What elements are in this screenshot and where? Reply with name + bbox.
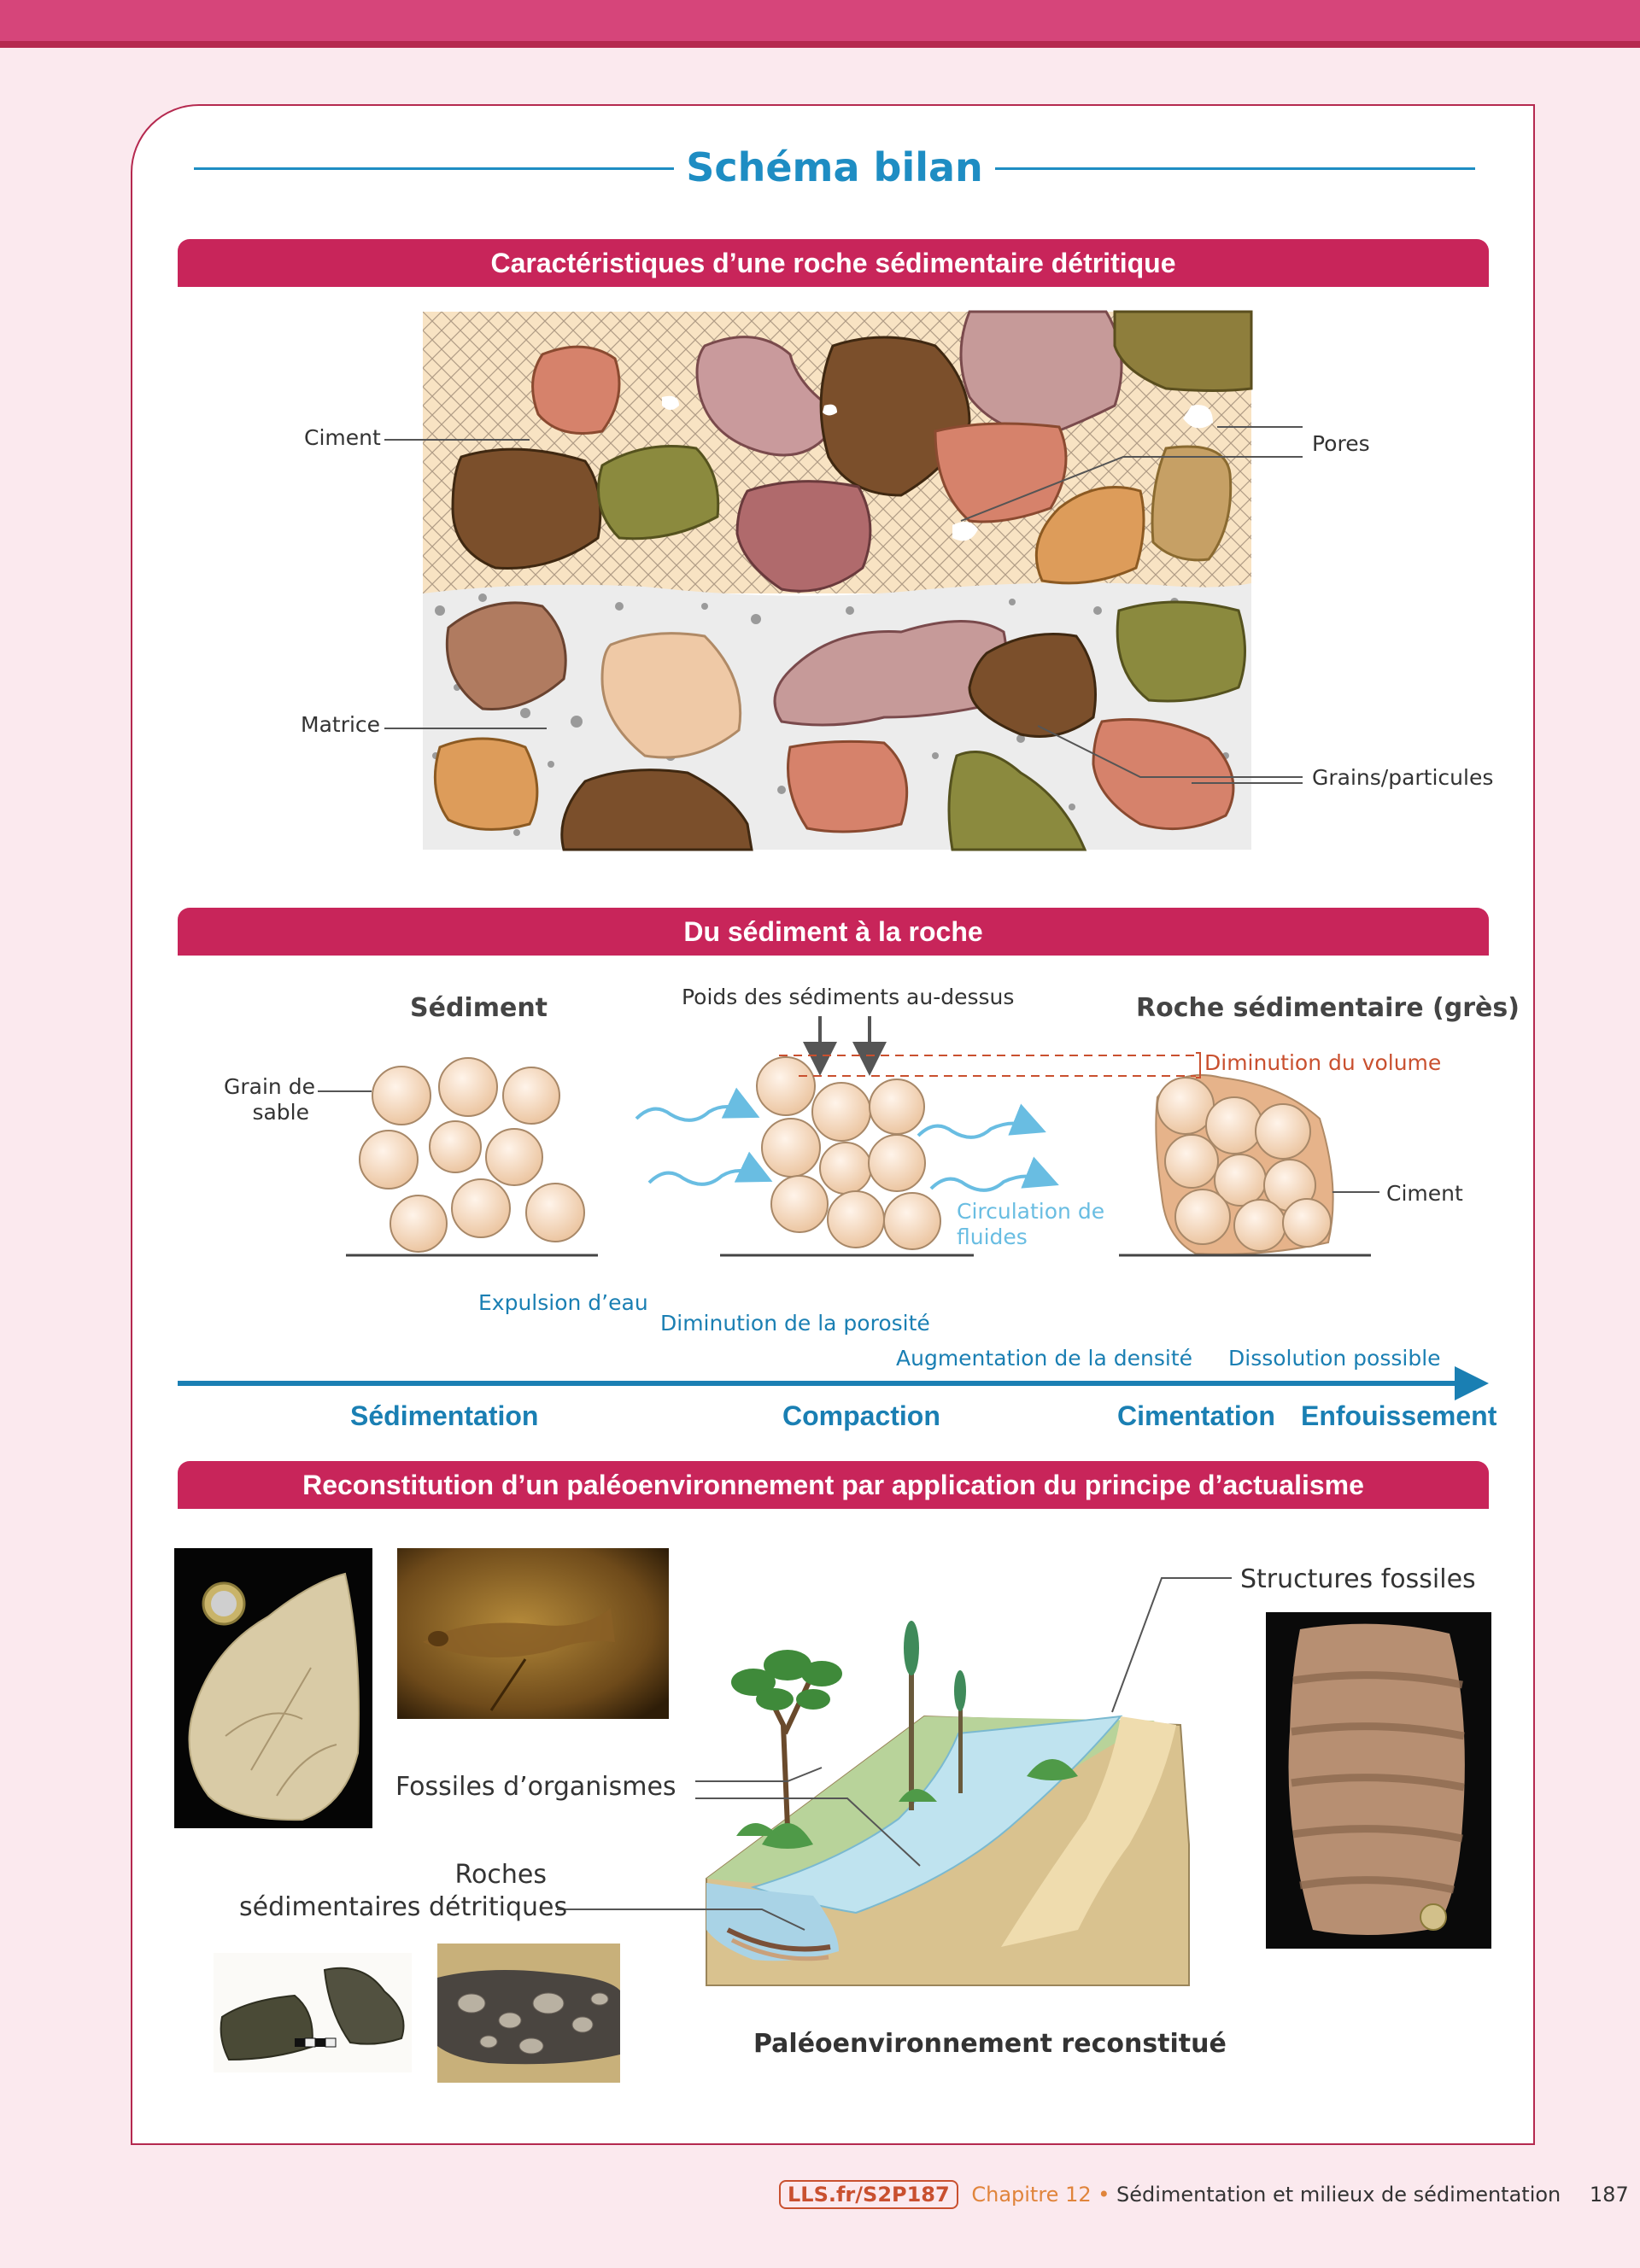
scale-bar xyxy=(295,2038,336,2047)
label-matrice: Matrice xyxy=(301,712,381,737)
diagram-caption: Paléoenvironnement reconstitué xyxy=(753,2029,1227,2059)
photo-fish-fossil xyxy=(397,1548,669,1719)
label-grains: Grains/particules xyxy=(1312,765,1494,790)
process-densite: Augmentation de la densité xyxy=(896,1346,1193,1371)
photo-ripple-sandstone xyxy=(1266,1612,1491,1949)
sediment-grains xyxy=(360,1058,584,1252)
compacted-grains xyxy=(757,1057,940,1249)
rock-title: Roche sédimentaire (grès) xyxy=(1136,993,1520,1023)
section-heading-characteristics: Caractéristiques d’une roche sédimentaire détritique xyxy=(178,239,1489,287)
photo-fossil-rock-coin xyxy=(174,1548,372,1828)
section-heading-paleoenvironment: Reconstitution d’un paléoenvironnement par application du principe d’actualisme xyxy=(178,1461,1489,1509)
label-pores: Pores xyxy=(1312,431,1370,456)
sediment-title: Sédiment xyxy=(410,993,548,1023)
footer-separator: • xyxy=(1098,2183,1110,2207)
roches-label-line1: Roches xyxy=(454,1860,547,1890)
roches-label-line2: sédimentaires détritiques xyxy=(239,1892,568,1922)
page-number: 187 xyxy=(1589,2183,1629,2207)
compaction-diagram xyxy=(0,1008,1640,1264)
section-heading-sediment-to-rock: Du sédiment à la roche xyxy=(178,908,1489,956)
title-block xyxy=(194,141,1475,201)
stage-sedimentation: Sédimentation xyxy=(350,1400,539,1431)
ciment-label-rock: Ciment xyxy=(1386,1181,1463,1206)
footer-chapter: Chapitre 12 xyxy=(971,2183,1092,2207)
grain-label-line1: Grain de xyxy=(224,1074,315,1099)
photo-dark-rock-fragments xyxy=(214,1953,412,2072)
stage-enfouissement: Enfouissement xyxy=(1301,1400,1497,1431)
rock-grains xyxy=(1156,1075,1332,1254)
process-dissolution: Dissolution possible xyxy=(1228,1346,1441,1371)
roches-label xyxy=(239,1859,568,1924)
organismes-label: Fossiles d’organismes xyxy=(395,1772,676,1802)
footer-link[interactable]: LLS.fr/S2P187 xyxy=(779,2180,958,2209)
fluid-label-line1: Circulation de xyxy=(957,1199,1105,1224)
process-porosite: Diminution de la porosité xyxy=(660,1311,930,1336)
footer xyxy=(779,2180,1629,2214)
stage-compaction: Compaction xyxy=(782,1400,940,1431)
label-ciment: Ciment xyxy=(304,425,381,450)
photo-conglomerate xyxy=(437,1944,620,2083)
volume-reduction-lines xyxy=(779,1055,1196,1076)
process-expulsion: Expulsion d’eau xyxy=(478,1290,648,1315)
stage-cimentation: Cimentation xyxy=(1117,1400,1275,1431)
weight-label: Poids des sédiments au-dessus xyxy=(682,985,1015,1009)
top-banner-stripe xyxy=(0,41,1640,48)
volume-label: Diminution du volume xyxy=(1204,1050,1442,1075)
timeline-arrow xyxy=(178,1365,1489,1402)
paleoenvironment-block-diagram xyxy=(702,1571,1198,1990)
structures-label: Structures fossiles xyxy=(1240,1564,1476,1594)
page-title: Schéma bilan xyxy=(674,144,995,190)
footer-subject: Sédimentation et milieux de sédimentation xyxy=(1116,2183,1561,2207)
weight-arrows xyxy=(820,1016,870,1059)
grain-label-line2: sable xyxy=(252,1100,309,1125)
top-banner xyxy=(0,0,1640,41)
rock-cross-section xyxy=(423,312,1251,850)
fluid-label-line2: fluides xyxy=(957,1225,1028,1249)
